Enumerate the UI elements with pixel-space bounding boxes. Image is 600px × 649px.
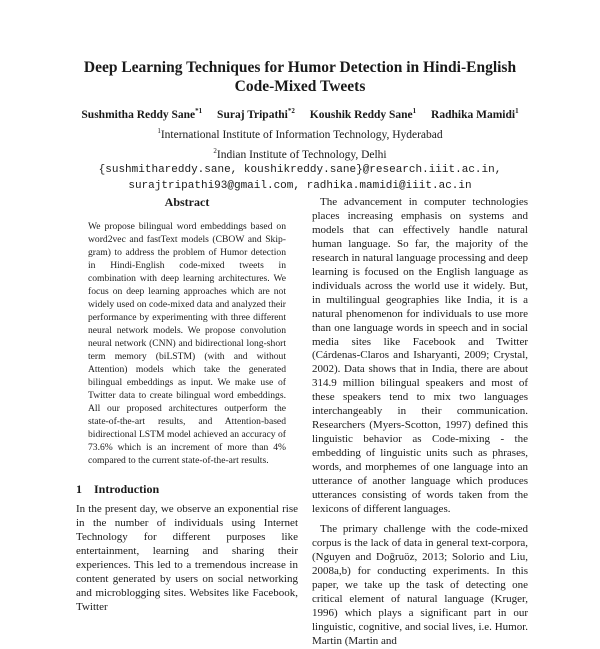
affiliation-1 [0,123,600,143]
email-line-2: surajtripathi93@gmail.com, radhika.mamidi@iiit.ac.in [128,180,472,193]
section-number: 1 [76,481,82,496]
body-paragraph-1: The advancement in computer technologies places increasing emphasis on systems and models that can effectively handle natural human language. So far, the majority of the research in natural language processing and deep learning is focused on the English language as individuals across the world use it widely. But, in multilingual geographies like India, it is a natural phenomenon for individuals to use more than one language words in speech and in social media sites like Facebook and Twitter (Cárdenas-Claros and Isharyanti, 2009; Crystal, 2002). Data shows that in India, there are about 314.9 million bilingual speakers and most of these speakers tend to mix two languages interchangeably in their communication. Researchers (Myers-Scotton, 1997) defined this linguistic behavior as Code-mixing - the embedding of linguistic units such as phrases, words, and morphemes of one language into an utterance of another language which produces utterances consisting of words taken from the lexicons of different languages. [312,196,528,515]
email-line-1: {sushmithareddy.sane, koushikreddy.sane}@research.iiit.ac.in, [98,164,502,177]
right-column [312,196,528,649]
author-1-mark: *1 [195,107,203,115]
left-column [76,196,298,615]
body-paragraph-2: The primary challenge with the code-mixed corpus is the lack of data in general text-corpora, (Nguyen and Doğruöz, 2013; Solorio and Liu, 2008a,b) for conducting experiments. In this paper, we take up the task of detecting one critical element of natural language (Kruger, 1996) which plays a significant part in our linguistic, cognitive, and social lives, i.e. Humor. Martin (Martin and [312,522,528,647]
author-1-name: Sushmitha Reddy Sane [81,108,196,121]
author-4-mark: 1 [515,107,519,115]
affiliation-2-mark: 2 [213,146,217,155]
affiliation-1-text: International Institute of Information Technology, Hyderabad [160,128,443,141]
introduction-paragraph: In the present day, we observe an exponential rise in the number of individuals using Internet Technology for different purposes like entertainment, learning and sharing their experiences. This led to a tremendous increase in content generated by users on social networking and microblogging sites. Websites like Facebook, Twitter [76,502,298,613]
author-2-name: Suraj Tripathi [217,108,288,121]
author-3 [310,109,416,121]
author-names [0,103,600,123]
title-line-2: Code-Mixed Tweets [234,78,366,95]
title-line-1: Deep Learning Techniques for Humor Detection in Hindi-English [83,59,517,76]
affiliation-2-text: Indian Institute of Technology, Delhi [216,148,387,161]
author-4 [431,109,519,121]
paper-title [0,58,600,96]
author-1 [81,109,202,121]
author-3-name: Koushik Reddy Sane [309,108,413,121]
abstract-text: We propose bilingual word embeddings based on word2vec and fastText models (CBOW and Skip-gram) to address the problem of Humor detection in Hindi-English code-mixed tweets in combination with deep learning architectures. We focus on deep learning approaches which are not widely used on code-mixed data and analyzed their performance by experimenting with three different neural network models. We propose convolution neural network (CNN) and bidirectional long-short term memory (biLSTM) (with and without Attention) models which take the generated bilingual embeddings as input. We make use of Twitter data to create bilingual word embeddings. All our proposed architectures outperform the state-of-the-art results, and Attention-based bidirectional LSTM model achieved an accuracy of 73.6% which is an increment of more than 4% compared to the current state-of-the-art results. [88,220,286,466]
author-2-mark: *2 [287,107,295,115]
section-title: Introduction [94,481,160,496]
author-block [0,103,600,194]
author-3-mark: 1 [412,107,417,115]
author-4-name: Radhika Mamidi [431,108,516,121]
abstract-heading: Abstract [164,195,210,209]
introduction-heading [76,483,298,497]
affiliation-2 [0,143,600,163]
author-2 [217,109,295,121]
affiliation-1-mark: 1 [157,126,161,135]
